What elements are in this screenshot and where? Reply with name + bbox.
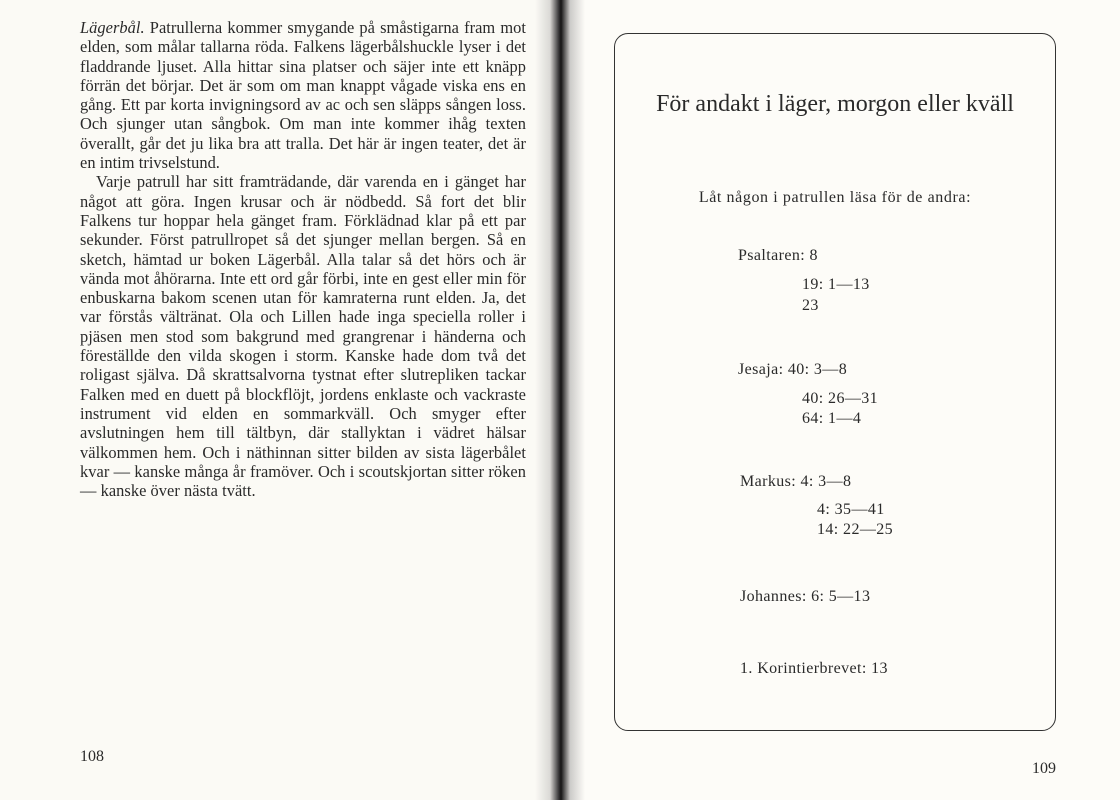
box-intro: Låt någon i patrullen läsa för de andra: <box>698 189 972 206</box>
paragraph-1-text: Patrullerna kommer smygande på småstigarna fram mot elden, som målar tallarna röda. Falkens lägerbålshuckle lyser i det fladdrande ljuset. Alla hittar sina platser och säjer inte ett knäpp förrän det börjar. Det är som om man knappt vågade viska ens en gång. Ett par korta invigningsord av ac och sen släpps sången loss. Och sjunger utan sångbok. Om man inte kommer ihåg texten överallt, går det ju lika bra att tralla. Det här är ingen teater, det är en intim trivselstund. <box>80 18 526 173</box>
ref-johannes: Johannes: 6: 5—13 <box>740 588 871 605</box>
ref-psaltaren-2: 19: 1—13 <box>802 276 870 293</box>
ref-markus: Markus: 4: 3—8 <box>740 473 852 490</box>
book-gutter <box>535 0 585 800</box>
page-number-left: 108 <box>80 748 104 765</box>
lead-word-italic: Lägerbål. <box>80 18 145 37</box>
ref-psaltaren-3: 23 <box>802 297 819 314</box>
ref-psaltaren: Psaltaren: 8 <box>738 247 818 264</box>
box-title: För andakt i läger, morgon eller kväll <box>656 91 1014 117</box>
ref-jesaja-2: 40: 26—31 <box>802 390 879 407</box>
paragraph-2: Varje patrull har sitt framträdande, där varenda en i gänget har något att göra. Ingen krusar och är nödbedd. Så fort det blir Falkens tur hoppar hela gänget fram. Förklädnad klar på ett par sekunder. Först patrullropet så det sjunger mellan bergen. Så en sketch, hämtad ur boken Lägerbål. Alla talar så det hörs och är vända mot åhörarna. Inte ett ord går förbi, inte en gest eller min för enbuskarna bakom scenen utan för kamraterna runt elden. Ja, det var förstås vältränat. Ola och Lillen hade inga speciella roller i pjäsen men stod som bakgrund med grangrenar i händerna och föreställde den vilda skogen i storm. Kanske hade dom två det roligast själva. Då skrattsalvorna tystnat efter slutrepliken tackar Falken med en duett på blockflöjt, jordens enklaste och vackraste instrument vid elden en sommarkväll. Och smyger efter avslutningen hem till tältbyn, där stallyktan i vädret hälsar välkommen hem. Och i näthinnan sitter bilden av sista lägerbålet kvar — kanske många år framöver. Och i scoutskjortan sitter röken — kanske över nästa tvätt. <box>80 172 526 501</box>
ref-jesaja: Jesaja: 40: 3—8 <box>738 361 848 378</box>
bordered-box <box>614 33 1056 731</box>
paragraph-1 <box>80 18 526 172</box>
ref-korintier: 1. Korintierbrevet: 13 <box>740 660 888 677</box>
ref-markus-3: 14: 22—25 <box>817 521 894 538</box>
page-number-right: 109 <box>1032 760 1056 777</box>
ref-jesaja-3: 64: 1—4 <box>802 410 862 427</box>
body-text <box>80 18 526 500</box>
ref-markus-2: 4: 35—41 <box>817 501 885 518</box>
